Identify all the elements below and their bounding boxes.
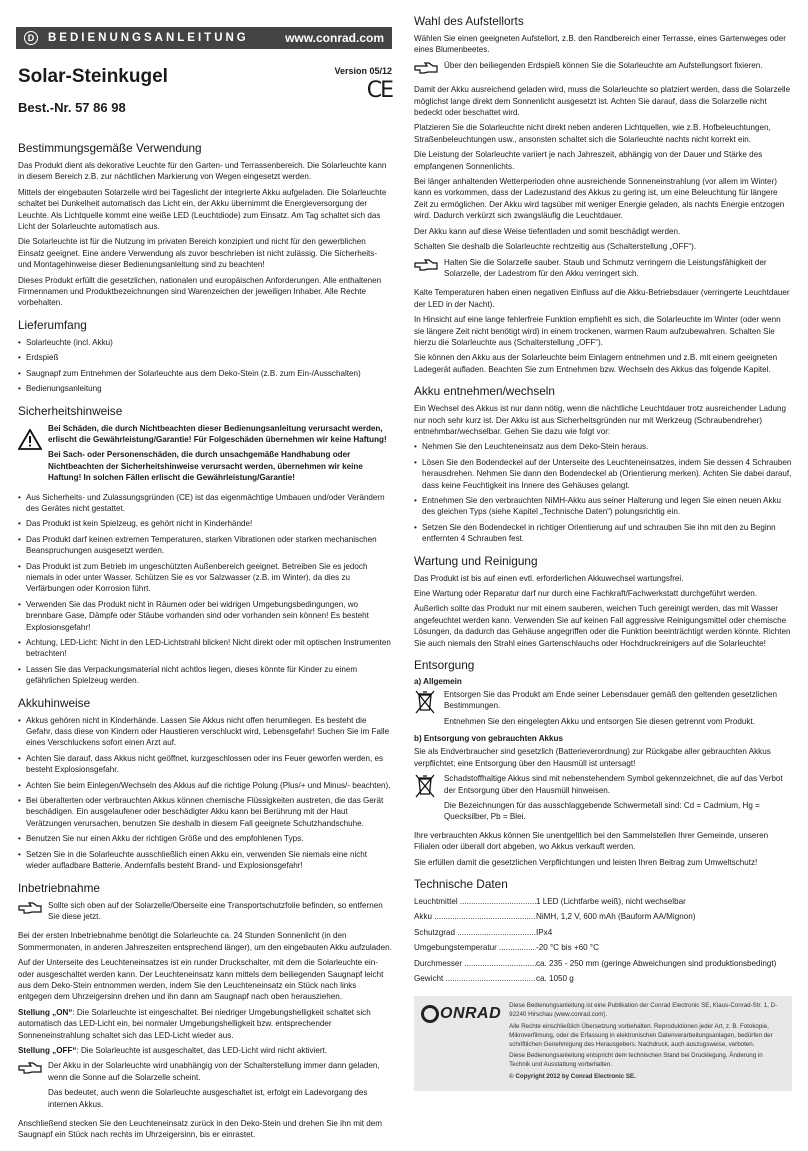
product-title: Solar-Steinkugel (18, 66, 168, 87)
paragraph: Wählen Sie einen geeigneten Aufstellort, z.B. den Randbereich einer Terrasse, eines Gartenweges oder eines Blumenbeetes. (414, 34, 786, 55)
footer-text: Diese Bedienungsanleitung entspricht dem technischen Stand bei Drucklegung. Änderung in Technik und Ausstattung vorbehalten. (509, 1052, 763, 1069)
paragraph: Bei länger anhaltenden Wetterperioden ohne ausreichende Sonneneinstrahlung (vor allem im Winter) kann es vorkommen, dass der Ladezustand des Akkus zu gering ist, um eine Beleuchtung für längere Zeit zu ermöglichen. Der Akku wird tagsüber mit weniger Energie geladen, als nachts Energie entzogen wird. Dadurch verkürzt sich zwangsläufig die Leuchtdauer. (414, 177, 785, 221)
list-item: • Lösen Sie den Bodendeckel auf der Unterseite des Leuchteneinsatzes, indem Sie dessen 4 Schrauben herausdrehen. Nehmen Sie dann den Bodendeckel ab (Orientierung merken). Achten Sie dabei darauf, dass keine Feuchtigkeit ins Innere des Gehäuses gelangt. (414, 457, 792, 491)
warning-text: Bei Sach- oder Personenschäden, die durch unsachgemäße Handhabung oder Nichtbeachten der Sicherheitshinweise verursacht werden, übernehmen wir keine Haftung! In solchen Fällen erlischt die Gewährleistung/Garantie! (48, 450, 363, 483)
note-text: Das bedeutet, auch wenn die Solarleuchte ausgeschaltet ist, erfolgt ein Ladevorgang des internen Akkus. (48, 1088, 368, 1109)
section-heading: Technische Daten (414, 876, 508, 891)
paragraph: Auf der Unterseite des Leuchteneinsatzes ist ein runder Druckschalter, mit dem die Solarleuchte ein- oder ausgeschaltet werden kann. Der Leuchteneinsatz kann mittels dem beiliegenden Saugnapf leicht aus dem Deko-Stein entnommen werden, indem Sie den Leuchteneinsatz ein Stück nach links entgegen dem Uhrzeigersinn drehen und ihn dann am Saugnapf nach oben herausziehen. (18, 958, 384, 1002)
list-item: • Erdspieß (18, 352, 392, 363)
left-column (18, 60, 392, 1145)
ce-mark: CE (366, 78, 392, 103)
warning-text: Bei Schäden, die durch Nichtbeachten dieser Bedienungsanleitung verursacht werden, erlischt die Gewährleistung/Garantie! Für Folgeschäden übernehmen wir keine Haftung! (48, 423, 387, 444)
switch-off-text: Stellung „OFF“: Die Solarleuchte ist ausgeschaltet, das LED-Licht wird nicht aktiviert. (18, 1045, 328, 1055)
tech-row (414, 973, 792, 984)
version-label: Version 05/12 (334, 66, 392, 76)
list-item: • Saugnapf zum Entnehmen der Solarleuchte aus dem Deko-Stein (z.B. zum Ein-/Ausschalten) (18, 368, 392, 379)
tech-row (414, 911, 792, 922)
list-item: • Setzen Sie in die Solarleuchte ausschließlich einen Akku ein, verwenden Sie niemals eine nicht wieder aufladbare Batterie. Andernfalls besteht Brand- und Explosionsgefahr! (18, 849, 392, 872)
paragraph: Die Leistung der Solarleuchte variiert je nach Jahreszeit, abhängig von der Dauer und Stärke des empfangenen Sonnenlichts. (414, 150, 763, 171)
section-heading: Inbetriebnahme (18, 880, 100, 895)
language-badge: D (24, 31, 38, 45)
list-item: • Bei überalterten oder verbrauchten Akkus können chemische Flüssigkeiten austreten, die das Gerät beschädigen. Ein ausgelaufener oder beschädigter Akku kann bei Berührung mit der Haut Verätzungen verursachen, benutzen Sie deshalb in diesem Fall geeignete Schutzhandschuhe. (18, 795, 392, 829)
tech-value: -20 °C bis +60 °C (536, 943, 599, 953)
tech-key: Schutzgrad ..... (414, 927, 536, 938)
footer-text: Alle Rechte einschließlich Übersetzung vorbehalten. Reproduktionen jeder Art, z. B. Fotokopie, Mikroverfilmung, oder die Erfassung in elektronischen Datenverarbeitungsanlagen, bedürfen der schriftlichen Genehmigung des Herausgebers. Nachdruck, auch auszugsweise, verboten. (509, 1022, 773, 1048)
list-item: • Achtung, LED-Licht: Nicht in den LED-Lichtstrahl blicken! Nicht direkt oder mit optischen Instrumenten betrachten! (18, 637, 392, 660)
paragraph: Das Produkt dient als dekorative Leuchte für den Garten- und Terrassenbereich. Die Solarleuchte kann in diesem Bereich z.B. zur nächtlichen Markierung von Wegen eingesetzt werden. (18, 161, 387, 182)
paragraph: Platzieren Sie die Solarleuchte nicht direkt neben anderen Lichtquellen, wie z.B. Hofbeleuchtungen, Straßenbeleuchtungen usw., ansonsten schaltet sich die Solarleuchte nachts nicht korrekt ein. (414, 123, 771, 144)
tech-key: Umgebungstemperatur ..... (414, 942, 536, 953)
section-heading: Akku entnehmen/wechseln (414, 384, 555, 399)
warning-block (18, 423, 392, 488)
tech-value: ca. 235 - 250 mm (geringe Abweichungen sind produktionsbedingt) (536, 958, 777, 968)
paragraph: Ihre verbrauchten Akkus können Sie unentgeltlich bei den Sammelstellen Ihrer Gemeinde, unseren Filialen oder überall dort abgeben, wo Akkus verkauft werden. (414, 830, 769, 852)
paragraph: Der Akku kann auf diese Weise tiefentladen und somit beschädigt werden. (414, 226, 681, 236)
paragraph: Das Produkt ist bis auf einen evtl. erforderlichen Akkuwechsel wartungsfrei. (414, 573, 684, 583)
list-item: • Nehmen Sie den Leuchteneinsatz aus dem Deko-Stein heraus. (414, 441, 792, 452)
paragraph: Entsorgen Sie das Produkt am Ende seiner Lebensdauer gemäß den geltenden gesetzlichen Bestimmungen. (444, 690, 777, 711)
note-block (414, 60, 792, 80)
subheading: b) Entsorgung von gebrauchten Akkus (414, 734, 563, 744)
battery-change-steps (414, 441, 792, 544)
list-item: • Setzen Sie den Bodendeckel in richtiger Orientierung auf und schrauben Sie ihn mit den zu Beginn entfernten 4 Schrauben fest. (414, 522, 792, 545)
section-heading: Sicherheitshinweise (18, 403, 123, 418)
right-column (414, 14, 792, 1091)
list-item: • Das Produkt ist zum Betrieb im ungeschützten Außenbereich geeignet. Betreiben Sie es jedoch niemals in oder unter Wasser. Schützen Sie es vor Salzwasser (z.B. im Winter), da dies zu Verfärbungen oder Korrosion führt. (18, 561, 392, 595)
order-number: Best.-Nr. 57 86 98 (18, 100, 126, 115)
note-block (414, 257, 792, 284)
delivery-list (18, 337, 392, 395)
note-text: Sollte sich oben auf der Solarzelle/Oberseite eine Transportschutzfolie befinden, so entfernen Sie diese jetzt. (48, 900, 383, 921)
paragraph: Kalte Temperaturen haben einen negativen Einfluss auf die Akku-Betriebsdauer (verringerte Leuchtdauer der LED in der Nacht). (414, 288, 790, 309)
footer-box (414, 996, 792, 1090)
paragraph: Sie als Endverbraucher sind gesetzlich (Batterieverordnung) zur Rückgabe aller gebrauchten Akkus verpflichtet; eine Entsorgung über den Hausmüll ist untersagt! (414, 747, 771, 768)
paragraph: Schadstoffhaltige Akkus sind mit nebenstehendem Symbol gekennzeichnet, die auf das Verbot der Entsorgung über den Hausmüll hinweisen. (444, 774, 783, 795)
list-item: • Entnehmen Sie den verbrauchten NiMH-Akku aus seiner Halterung und legen Sie einen neuen Akku des gleichen Typs (siehe Kapitel „Technische Daten“) polungsrichtig ein. (414, 495, 792, 518)
paragraph: Eine Wartung oder Reparatur darf nur durch eine Fachkraft/Fachwerkstatt durchgeführt werden. (414, 589, 757, 599)
tech-value: IPx4 (536, 927, 553, 937)
crossed-bin-icon (414, 773, 444, 827)
list-item: • Aus Sicherheits- und Zulassungsgründen (CE) ist das eigenmächtige Umbauen und/oder Verändern des Gerätes nicht gestattet. (18, 492, 392, 515)
paragraph: Schalten Sie deshalb die Solarleuchte rechtzeitig aus (Schalterstellung „OFF“). (414, 242, 697, 252)
list-item: • Achten Sie beim Einlegen/Wechseln des Akkus auf die richtige Polung (Plus/+ und Minus/- beachten). (18, 780, 392, 791)
list-item: • Bedienungsanleitung (18, 383, 392, 394)
tech-data-table (414, 896, 792, 984)
pointing-hand-icon (414, 60, 444, 80)
warning-triangle-icon (18, 423, 48, 488)
header-banner (16, 27, 392, 49)
tech-key: Durchmesser ..... (414, 958, 536, 969)
paragraph: In Hinsicht auf eine lange fehlerfreie Funktion empfiehlt es sich, die Solarleuchte im Winter (oder wenn sie längere Zeit nicht benötigt wird) in einem trockenen, warmen Raum aufzubewahren. Schalten Sie hierzu die Solarleuchte aus (Schalterstellung „OFF“). (414, 315, 781, 347)
tech-value: 1 LED (Lichtfarbe weiß), nicht wechselbar (536, 896, 686, 906)
section-heading: Entsorgung (414, 658, 475, 673)
disposal-block (414, 689, 792, 731)
paragraph: Mittels der eingebauten Solarzelle wird bei Tageslicht der integrierte Akku aufgeladen. Die Solarleuchte schaltet bei Dunkelheit automatisch das Licht ein, der Akku übernimmt die Energieversorgung der Leuchte. Als Lichtquelle kommt eine weiße LED (Leuchtdiode) zum Einsatz. Am Tag schaltet sich das Licht der Solarleuchte automatisch aus. (18, 187, 387, 232)
disposal-block (414, 773, 792, 827)
pointing-hand-icon (414, 257, 444, 284)
list-item: • Solarleuchte (incl. Akku) (18, 337, 392, 348)
conrad-logo: ONRAD (421, 1002, 501, 1026)
list-item: • Achten Sie darauf, dass Akkus nicht geöffnet, kurzgeschlossen oder ins Feuer geworfen werden, es besteht Explosionsgefahr. (18, 753, 392, 776)
list-item: • Das Produkt ist kein Spielzeug, es gehört nicht in Kinderhände! (18, 518, 392, 529)
list-item: • Lassen Sie das Verpackungsmaterial nicht achtlos liegen, dieses könnte für Kinder zu einem gefährlichen Spielzeug werden. (18, 664, 392, 687)
section-heading: Bestimmungsgemäße Verwendung (18, 141, 202, 155)
pointing-hand-icon (18, 900, 48, 927)
safety-list (18, 492, 392, 687)
tech-value: NiMH, 1,2 V, 600 mAh (Bauform AA/Mignon) (536, 912, 696, 922)
note-block (18, 1060, 392, 1114)
tech-row (414, 896, 792, 907)
switch-on-text: Stellung „ON“: Die Solarleuchte ist eingeschaltet. Bei niedriger Umgebungshelligkeit schaltet sich automatisch das LED-Licht ein, bei normaler Umgebungshelligkeit bzw. entsprechender Sonneneinstrahlung schaltet sich das LED-Licht wieder aus. (18, 1007, 371, 1040)
paragraph: Die Bezeichnungen für das ausschlaggebende Schwermetall sind: Cd = Cadmium, Hg = Quecksilber, Pb = Blei. (444, 800, 760, 822)
tech-key: Akku ..... (414, 911, 536, 922)
paragraph: Entnehmen Sie den eingelegten Akku und entsorgen Sie diesen getrennt vom Produkt. (444, 716, 755, 726)
tech-row (414, 958, 792, 969)
intended-use-section (18, 160, 392, 309)
section-heading: Lieferumfang (18, 317, 87, 332)
tech-row (414, 927, 792, 938)
tech-value: ca. 1050 g (536, 973, 574, 983)
list-item: • Das Produkt darf keinen extremen Temperaturen, starken Vibrationen oder starken mechanischen Beanspruchungen ausgesetzt werden. (18, 534, 392, 557)
section-heading: Akkuhinweise (18, 695, 91, 710)
list-item: • Akkus gehören nicht in Kinderhände. Lassen Sie Akkus nicht offen herumliegen. Es besteht die Gefahr, dass diese von Kindern oder Haustieren verschluckt wird, Lebensgefahr! Suchen Sie im Falle eines Verschluckens sofort einen Arzt auf. (18, 715, 392, 749)
battery-notes-list (18, 715, 392, 872)
paragraph: Die Solarleuchte ist für die Nutzung im privaten Bereich konzipiert und nicht für den gewerblichen Einsatz geeignet. Eine andere Verwendung als zuvor beschrieben ist nicht zulässig. Die Sicherheits- und Montagehinweise dieser Bedienungsanleitung sind zu beachten! (18, 237, 378, 270)
paragraph: Bei der ersten Inbetriebnahme benötigt die Solarleuchte ca. 24 Stunden Sonnenlicht (in den Sommermonaten, in anderen Jahreszeiten entsprechend länger), um den eingebauten Akku aufzuladen. (18, 931, 392, 952)
website-link[interactable]: www.conrad.com (285, 31, 384, 45)
section-heading: Wahl des Aufstellorts (414, 14, 524, 28)
note-block (18, 900, 392, 927)
list-item: • Benutzen Sie nur einen Akku der richtigen Größe und des empfohlenen Typs. (18, 833, 392, 844)
paragraph: Sie können den Akku aus der Solarleuchte beim Einlagern entnehmen und z.B. mit einem geeigneten Ladegerät aufladen. Beachten Sie zum Entnehmen bzw. Wechseln des Akkus das folgende Kapitel. (414, 353, 778, 374)
paragraph: Sie erfüllen damit die gesetzlichen Verpflichtungen und leisten Ihren Beitrag zum Umweltschutz! (414, 857, 758, 867)
document-type: BEDIENUNGSANLEITUNG (48, 32, 249, 44)
tech-key: Gewicht ..... (414, 973, 536, 984)
pointing-hand-icon (18, 1060, 48, 1114)
footer-text: Diese Bedienungsanleitung ist eine Publikation der Conrad Electronic SE, Klaus-Conrad-Str. 1, D-92240 Hirschau (www.conrad.com). (509, 1002, 778, 1019)
paragraph: Damit der Akku ausreichend geladen wird, muss die Solarleuchte so platziert werden, dass die Solarzelle möglichst lange direkt dem Sonnenlicht ausgesetzt ist. Achten Sie darauf, dass die Solarzelle nicht bedeckt oder beschattet wird. (414, 85, 791, 118)
tech-key: Leuchtmittel ..... (414, 896, 536, 907)
subheading: a) Allgemein (414, 677, 462, 687)
copyright: © Copyright 2012 by Conrad Electronic SE. (509, 1072, 636, 1080)
paragraph: Anschließend stecken Sie den Leuchteneinsatz zurück in den Deko-Stein und drehen Sie ihn mit dem Saugnapf ein Stück nach rechts im Uhrzeigersinn, bis er einrastet. (18, 1119, 382, 1140)
section-heading: Wartung und Reinigung (414, 553, 538, 568)
note-text: Halten Sie die Solarzelle sauber. Staub und Schmutz verringern die Leistungsfähigkeit der Solarzelle, der Ladestrom für den Akku verringert sich. (444, 257, 767, 278)
list-item: • Verwenden Sie das Produkt nicht in Räumen oder bei widrigen Umgebungsbedingungen, wo brennbare Gase, Dämpfe oder Stäube vorhanden sind oder vorhanden sein können! Es besteht Explosionsgefahr! (18, 599, 392, 633)
paragraph: Dieses Produkt erfüllt die gesetzlichen, nationalen und europäischen Anforderungen. Alle enthaltenen Firmennamen und Produktbezeichnungen sind Warenzeichen der jeweiligen Inhaber. Alle Rechte vorbehalten. (18, 275, 382, 308)
note-text: Der Akku in der Solarleuchte wird unabhängig von der Schalterstellung immer dann geladen, wenn die Sonne auf die Solarzelle scheint. (48, 1061, 380, 1082)
tech-row (414, 942, 792, 953)
crossed-bin-icon (414, 689, 444, 731)
note-text: Über den beiliegenden Erdspieß können Sie die Solarleuchte am Aufstellungsort fixieren. (444, 60, 763, 70)
paragraph: Äußerlich sollte das Produkt nur mit einem sauberen, weichen Tuch gereinigt werden, das mit Wasser angefeuchtet werden kann. Verwenden Sie auf keinen Fall aggressive Reinigungsmittel oder chemische Lösungen, da dadurch das Gehäuse angegriffen oder die Funktion beeinträchtigt werden könnte. Richten Sie auch niemals den Strahl eines Gartenschlauchs oder Hochdruckreinigers auf die Solarleuchte! (414, 604, 791, 648)
paragraph: Ein Wechsel des Akkus ist nur dann nötig, wenn die nächtliche Leuchtdauer trotz ausreichender Ladung nur noch sehr kurz ist. Der Akku ist aus Sicherheitsgründen nur mit Werkzeug (Schraubendreher) entnehmbar/wechselbar. Gehen Sie dazu wie folgt vor: (414, 404, 786, 436)
